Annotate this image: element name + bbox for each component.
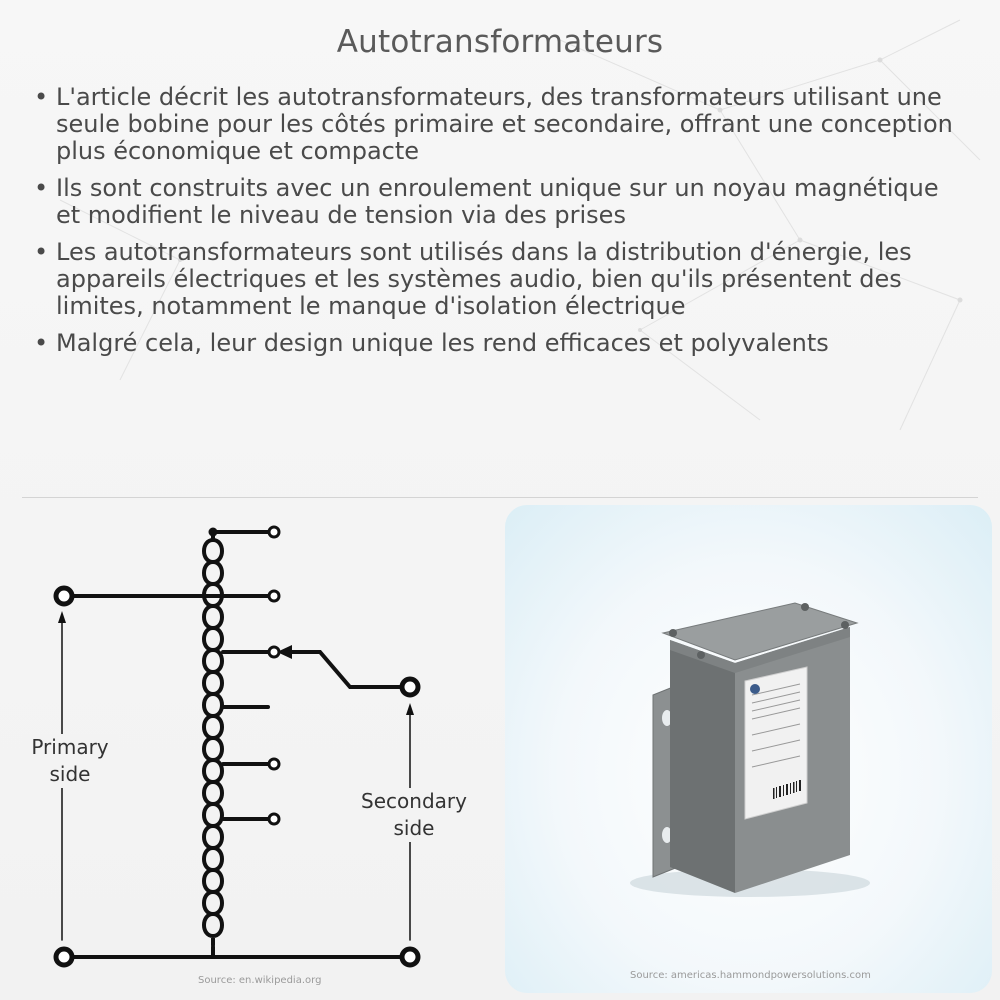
bullet-list — [34, 84, 954, 367]
product-photo-panel — [505, 505, 992, 993]
page-title: Autotransformateurs — [336, 24, 664, 60]
photo-source: Source: americas.hammondpowersolutions.com — [630, 970, 871, 981]
secondary-bottom-terminal — [402, 949, 418, 965]
bullet-marker: • — [34, 174, 49, 202]
bullet-item — [34, 239, 954, 320]
transformer-enclosure-illustration — [505, 505, 992, 993]
bullet-marker: • — [34, 329, 49, 357]
bullet-item — [34, 175, 954, 229]
secondary-label-line2: side — [393, 816, 435, 840]
bullet-marker: • — [34, 83, 49, 111]
section-divider — [22, 497, 978, 498]
primary-top-terminal — [56, 588, 72, 604]
diagram-source: Source: en.wikipedia.org — [198, 975, 322, 986]
bullet-text: L'article décrit les autotransformateurs, des transformateurs utilisant une seule bobine pour les côtés primaire et secondaire, offrant une conception plus économique et compacte — [56, 83, 953, 165]
secondary-tap-wire — [285, 652, 403, 687]
secondary-label-line1: Secondary — [361, 789, 467, 813]
secondary-side-label — [356, 788, 472, 842]
tap-terminal — [269, 647, 279, 657]
primary-side-label — [22, 734, 118, 788]
tap-terminal — [269, 591, 279, 601]
secondary-top-terminal — [402, 679, 418, 695]
tap-terminal — [269, 814, 279, 824]
bullet-marker: • — [34, 238, 49, 266]
bullet-text: Ils sont construits avec un enroulement unique sur un noyau magnétique et modifient le niveau de tension via des prises — [56, 174, 939, 229]
primary-label-line1: Primary — [31, 735, 109, 759]
enclosure-side — [670, 640, 735, 893]
bullet-item — [34, 84, 954, 165]
bullet-text: Malgré cela, leur design unique les rend efficaces et polyvalents — [56, 329, 829, 357]
tap-terminal — [269, 759, 279, 769]
primary-bottom-terminal — [56, 949, 72, 965]
autotransformer-diagram — [20, 515, 500, 995]
bullet-text: Les autotransformateurs sont utilisés dans la distribution d'énergie, les appareils électriques et les systèmes audio, bien qu'ils présentent des limites, notamment le manque d'isolation électrique — [56, 238, 912, 320]
tap-terminal — [269, 527, 279, 537]
secondary-arrowhead — [406, 703, 414, 715]
primary-label-line2: side — [49, 762, 91, 786]
primary-arrowhead — [58, 611, 66, 623]
bullet-item — [34, 330, 954, 357]
coil-winding — [204, 532, 222, 945]
